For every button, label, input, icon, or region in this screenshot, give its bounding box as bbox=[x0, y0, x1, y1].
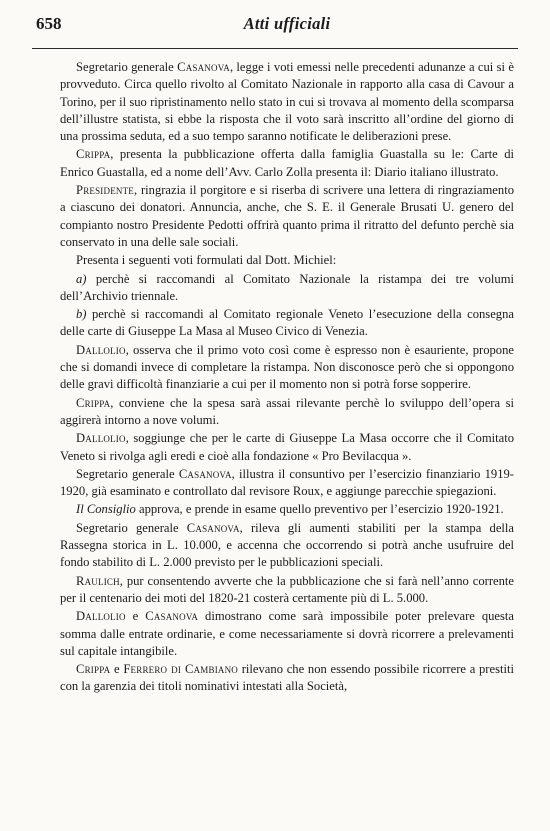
paragraph-text: rilevano che non essendo possibile ricorrere a prestiti con la garenzia dei titoli nominativi intestati alla Società, bbox=[60, 662, 514, 694]
speaker-name: Dallolio bbox=[76, 342, 126, 357]
paragraph-text: , conviene che la spesa sarà assai rilevante perchè lo sviluppo dell’opera si aggirerà intorno a nove volumi. bbox=[60, 395, 514, 427]
speaker-name: Presidente bbox=[76, 183, 134, 198]
paragraph-text: , soggiunge che per le carte di Giuseppe La Masa occorre che il Comitato Veneto si rivolga agli eredi e cioè alla fondazione « Pro Bevilacqua ». bbox=[60, 431, 514, 463]
italic-text: a) bbox=[76, 271, 87, 286]
paragraph-text: , legge i voti emessi nelle precedenti adunanze a cui si è provveduto. Circa quello rivolto al Comitato Nazionale in rapporto alla casa di Cavour a Torino, per il suo ripristinamento nello stato in cui si trovava al momento della scomparsa dell’illustre statista, si ebbe la risposta che il voto sarà inscritto all’ordine del giorno di una prossima seduta, ed a suo tempo saranno notificate le deliberazioni prese. bbox=[60, 60, 514, 144]
paragraph-text: Segretario generale bbox=[76, 520, 187, 535]
italic-text: Il Consiglio bbox=[76, 502, 136, 517]
p-presidente-ringrazia bbox=[60, 182, 514, 251]
speaker-name: Dallolio bbox=[76, 609, 126, 624]
speaker-name: Casanova bbox=[145, 609, 199, 624]
p-crippa-ferrero bbox=[60, 661, 514, 696]
paragraph-text: Segretario generale bbox=[76, 466, 179, 481]
speaker-name: Dallolio bbox=[76, 431, 126, 446]
page-header bbox=[36, 14, 514, 42]
speaker-name: Ferrero di Cambiano bbox=[123, 662, 238, 677]
document-body bbox=[60, 59, 514, 696]
p-casanova-consuntivo bbox=[60, 466, 514, 501]
p-dallolio-casanova bbox=[60, 608, 514, 660]
speaker-name: Raulich bbox=[76, 573, 120, 588]
paragraph-text: e bbox=[125, 609, 146, 624]
speaker-name: Crippa bbox=[76, 147, 111, 162]
speaker-name: Casanova bbox=[178, 466, 232, 481]
paragraph-text: e bbox=[110, 662, 124, 677]
paragraph-text: , ringrazia il porgitore e si riserba di scrivere una lettera di ringraziamento a ciascuno dei donatori. Annuncia, anche, che S. E. il Generale Brusati U. genero del compianto nostro Presidente Pedotti offrirà quanto prima il ritratto del defunto perchè sia conservato in una delle sale sociali. bbox=[60, 183, 514, 249]
italic-text: b) bbox=[76, 307, 87, 322]
running-title: Atti ufficiali bbox=[243, 14, 331, 33]
paragraph-text: , osserva che il primo voto così come è espresso non è esauriente, propone che si domandi invece di completare la ristampa. Non disconosce però che si oppongono delle gravi difficoltà finanziarie a cui per il momento non si potrà forse sopperire. bbox=[60, 342, 514, 392]
paragraph-text: dimostrano come sarà impossibile poter prelevare questa somma dalle entrate ordinarie, e come necessariamente si dovrà ricorrere a prelevamenti sul capitale intangibile. bbox=[60, 609, 514, 658]
p-casanova-aumenti bbox=[60, 520, 514, 572]
speaker-name: Crippa bbox=[76, 395, 111, 410]
page-number: 658 bbox=[36, 14, 62, 33]
p-voto-a bbox=[60, 271, 514, 306]
paragraph-text: , rileva gli aumenti stabiliti per la stampa della Rassegna storica in L. 10.000, e accenna che occorrendo si potrà anche usufruire del fondo stabilito di L. 2.000 previsto per le pubblicazioni speciali. bbox=[60, 520, 514, 570]
paragraph-text: , illustra il consuntivo per l’esercizio finanziario 1919-1920, già esaminato e controllato dal revisore Roux, e aggiunge parecchie spiegazioni. bbox=[60, 466, 514, 499]
paragraph-text: approva, e prende in esame quello preventivo per l’esercizio 1920-1921. bbox=[135, 502, 504, 517]
p-voto-b bbox=[60, 306, 514, 341]
p-voti-michiel bbox=[60, 252, 514, 269]
paragraph-text: perchè si raccomandi al Comitato regionale Veneto l’esecuzione della consegna delle carte di Giuseppe La Masa al Museo Civico di Venezia. bbox=[60, 307, 514, 339]
speaker-name: Crippa bbox=[76, 662, 111, 677]
p-crippa-spesa bbox=[60, 395, 514, 430]
p-dallolio-osserva bbox=[60, 342, 514, 394]
p-crippa-guastalla bbox=[60, 146, 514, 181]
paragraph-text: Presenta i seguenti voti formulati dal Dott. Michiel: bbox=[76, 253, 337, 268]
p-dallolio-soggiunge bbox=[60, 430, 514, 465]
speaker-name: Casanova bbox=[177, 60, 230, 74]
paragraph-text: Segretario generale bbox=[76, 60, 178, 74]
p-raulich-centenario bbox=[60, 573, 514, 608]
paragraph-text: , pur consentendo avverte che la pubblicazione che si farà nell’anno corrente per il centenario dei moti del 1820-21 costerà certamente più di L. 5.000. bbox=[60, 573, 514, 605]
paragraph-text: perchè si raccomandi al Comitato Nazionale la ristampa dei tre volumi dell’Archivio triennale. bbox=[60, 271, 514, 303]
header-rule bbox=[32, 48, 518, 49]
speaker-name: Casanova bbox=[186, 520, 240, 535]
p-consiglio-approva bbox=[60, 501, 514, 518]
paragraph-text: , presenta la pubblicazione offerta dalla famiglia Guastalla su le: Carte di Enrico Guastalla, ed a nome dell’Avv. Carlo Zolla presenta il: Diario italiano illustrato. bbox=[60, 147, 514, 179]
p-casanova-comunicazioni bbox=[60, 59, 514, 145]
